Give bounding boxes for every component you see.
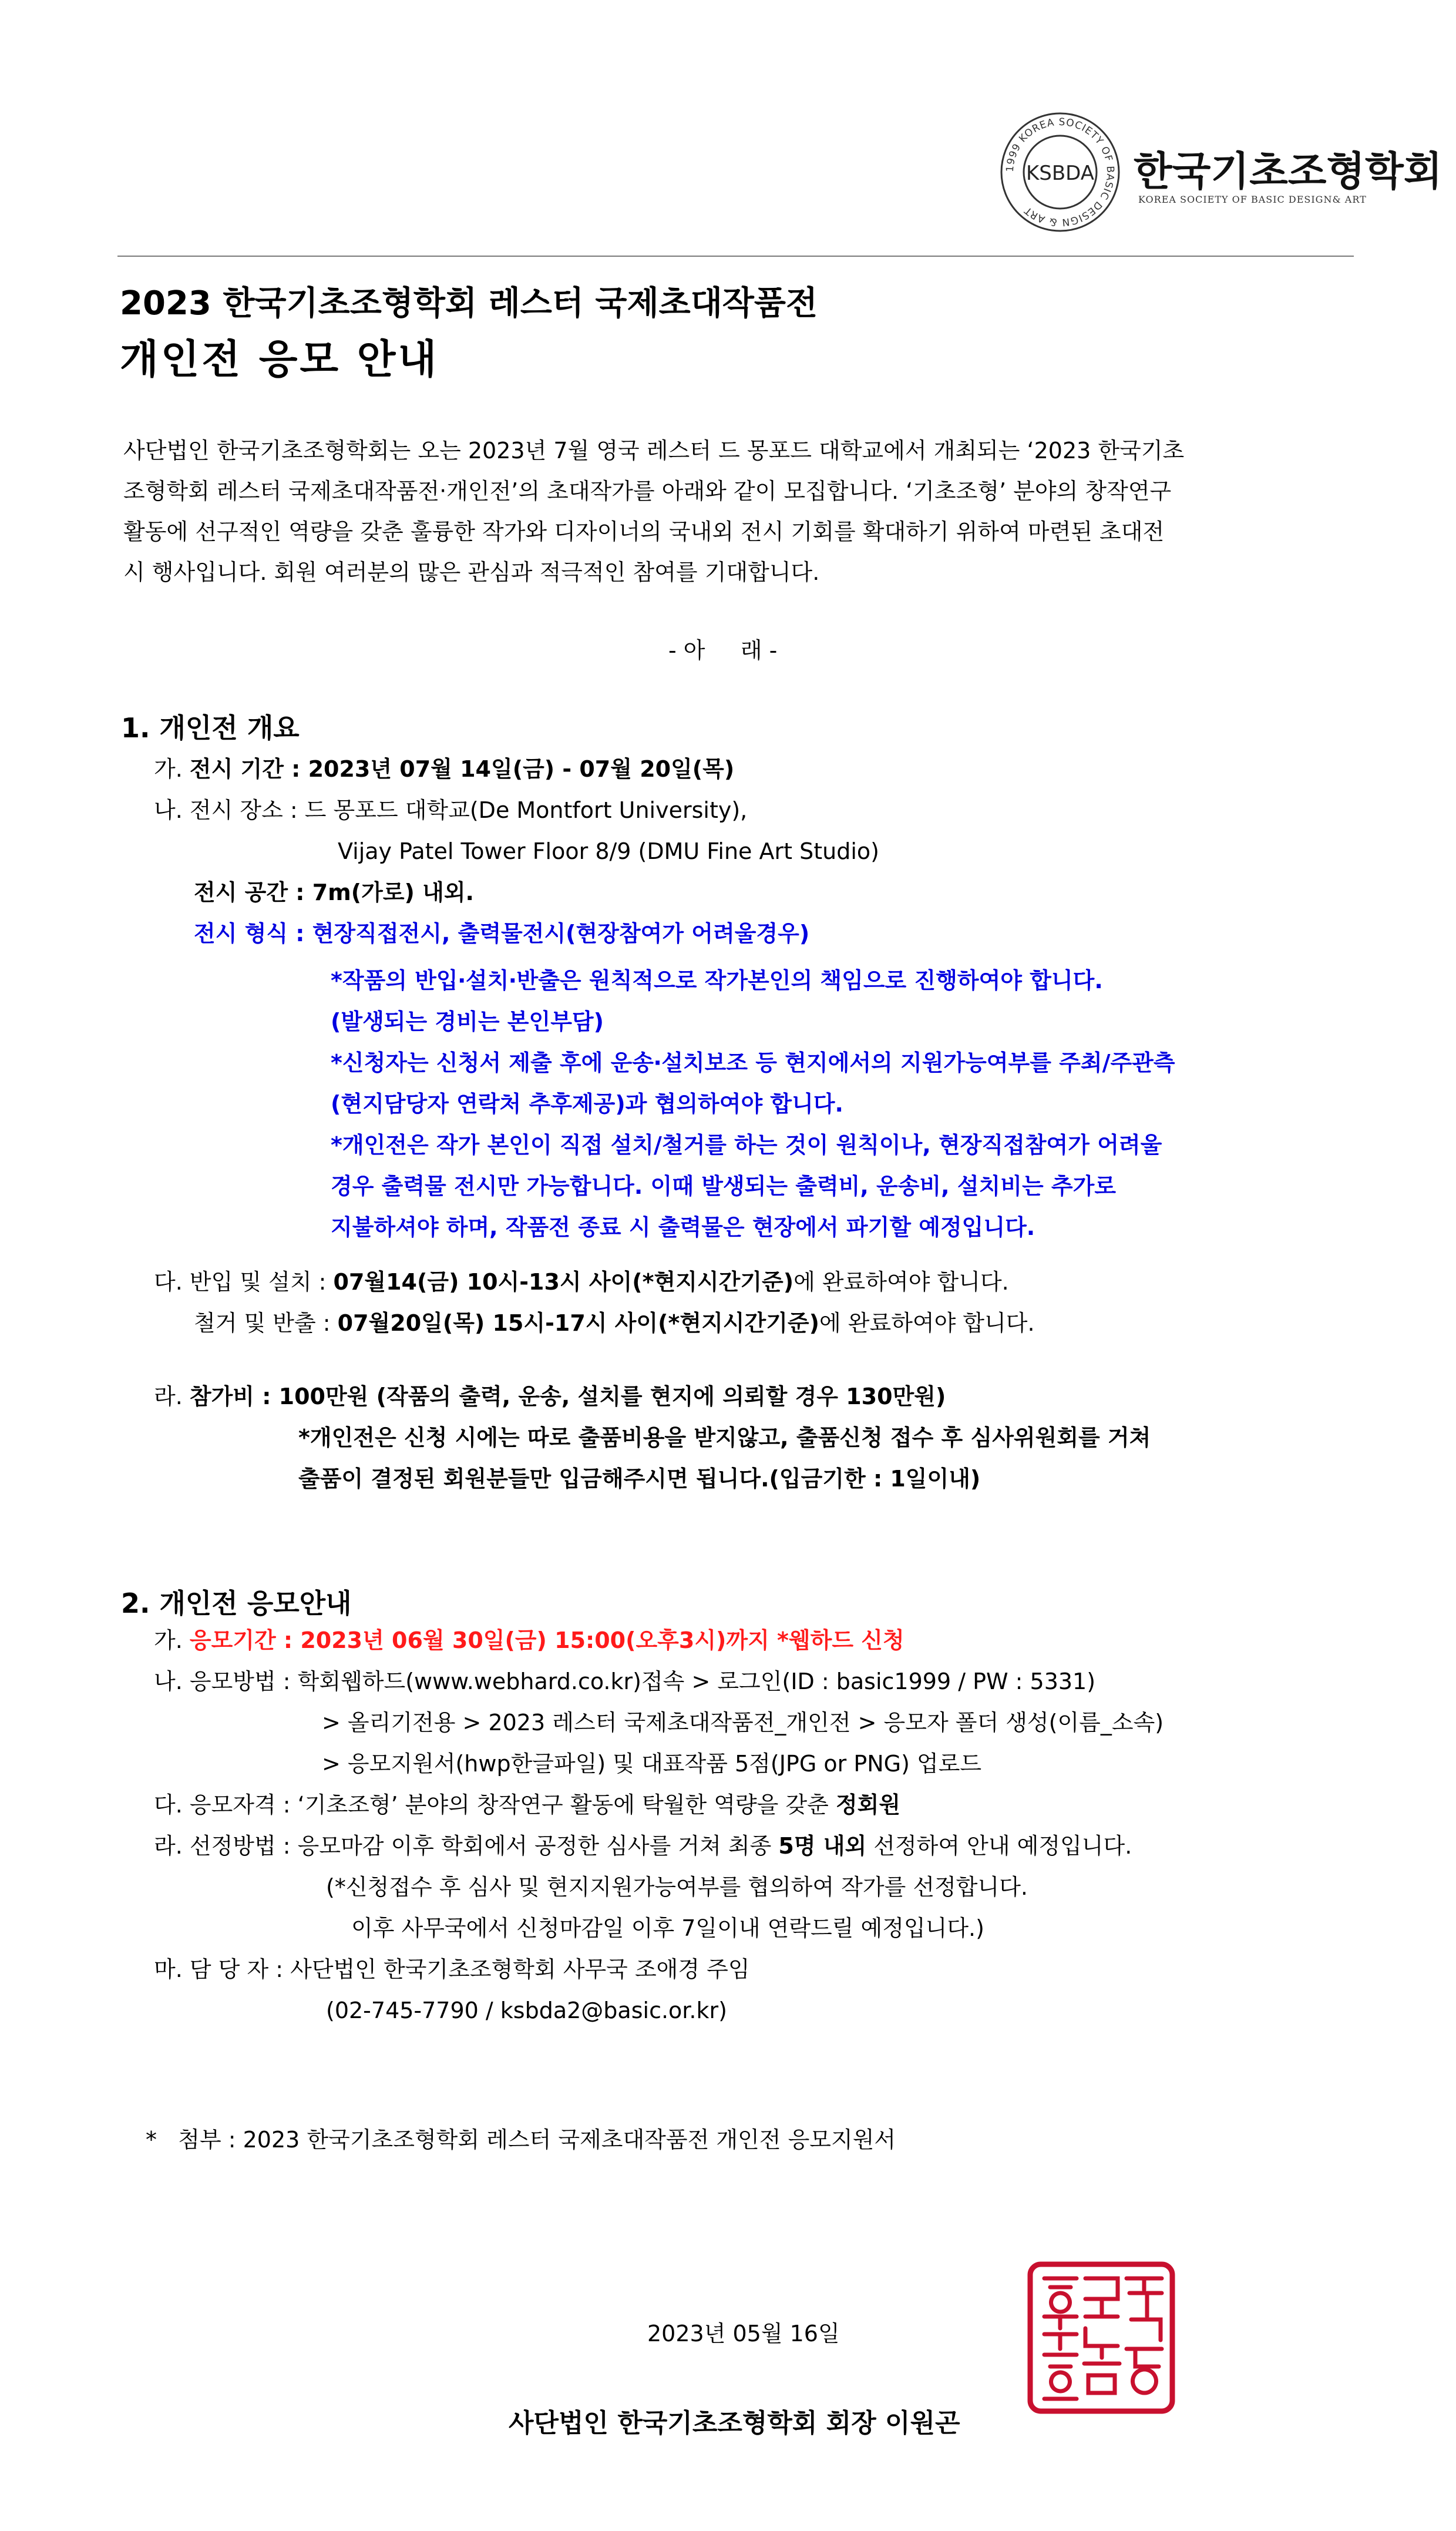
s1-da2-rest: 에 완료하여야 합니다.: [819, 1310, 1035, 1336]
signature: 사단법인 한국기초조형학회 회장 이원곤: [509, 2408, 960, 2438]
s1-note: *작품의 반입‧설치‧반출은 원칙적으로 작가본인의 책임으로 진행하여야 합니다.: [331, 968, 1103, 993]
s1-ga-text: 전시 기간 : 2023년 07월 14일(금) - 07월 20일(목): [189, 756, 735, 782]
intro-line: 사단법인 한국기초조형학회는 오는 2023년 7월 영국 레스터 드 몽포드 대학교에서 개최되는 ‘2023 한국기초: [123, 438, 1185, 464]
s2-method: 나. 응모방법 : 학회웹하드(www.webhard.co.kr)접속 > 로그인(ID : basic1999 / PW : 5331): [154, 1669, 1096, 1694]
s2-ra-rest: 선정하여 안내 예정입니다.: [866, 1833, 1132, 1859]
s1-note: 경우 출력물 전시만 가능합니다. 이때 발생되는 출력비, 운송비, 설치비는 추가로: [331, 1173, 1117, 1199]
s1-ra-text: 참가비 : 100만원 (작품의 출력, 운송, 설치를 현지에 의뢰할 경우 130만원): [189, 1384, 946, 1409]
s2-selection-line2: (*신청접수 후 심사 및 현지지원가능여부를 협의하여 작가를 선정합니다.: [326, 1874, 1028, 1900]
s1-fee-note1: *개인전은 신청 시에는 따로 출품비용을 받지않고, 출품신청 접수 후 심사위원회를 거쳐: [298, 1425, 1151, 1451]
official-stamp: [1027, 2261, 1176, 2415]
s1-removal: [194, 1310, 1035, 1337]
header-rule: [117, 256, 1354, 257]
s1-fee: [154, 1384, 946, 1411]
s1-install: [154, 1269, 1009, 1296]
seal-text: KSBDA: [1025, 162, 1095, 185]
attachment-note: * 첨부 : 2023 한국기초조형학회 레스터 국제초대작품전 개인전 응모지원서: [146, 2127, 896, 2153]
society-seal: [998, 110, 1122, 234]
s2-da-bold: 정회원: [835, 1792, 901, 1818]
s1-fee-note2: 출품이 결정된 회원분들만 입금해주시면 됩니다.(입금기한 : 1일이내): [298, 1466, 981, 1492]
s1-note: *신청자는 신청서 제출 후에 운송‧설치보조 등 현지에서의 지원가능여부를 주최/주관측: [331, 1050, 1175, 1076]
s1-da-rest: 에 완료하여야 합니다.: [793, 1269, 1009, 1295]
section1-heading: 1. 개인전 개요: [121, 712, 300, 744]
title-line1: 2023 한국기초조형학회 레스터 국제초대작품전: [120, 284, 818, 323]
s1-note: 지불하셔야 하며, 작품전 종료 시 출력물은 현장에서 파기할 예정입니다.: [331, 1214, 1035, 1240]
intro-line: 조형학회 레스터 국제초대작품전‧개인전’의 초대작가를 아래와 같이 모집합니다. ‘기초조형’ 분야의 창작연구: [123, 478, 1172, 504]
intro-paragraph: [123, 431, 1184, 593]
s1-da2-label: 철거 및 반출 :: [194, 1310, 338, 1336]
s1-venue-line2: Vijay Patel Tower Floor 8/9 (DMU Fine Art Studio): [338, 838, 879, 864]
logo-korean: 한국기초조형학회: [1134, 148, 1442, 195]
s2-ga-label: 가.: [154, 1627, 190, 1653]
page-title: 개인전 응모 안내: [120, 337, 439, 383]
s2-ra-bold: 5명 내외: [778, 1833, 867, 1859]
s2-ga-text: 응모기간 : 2023년 06월 30일(금) 15:00(오후3시)까지 *웹하드 신청: [189, 1627, 904, 1653]
s2-period: [154, 1627, 904, 1654]
s2-method-line2: > 올리기전용 > 2023 레스터 국제초대작품전_개인전 > 응모자 폴더 생성(이름_소속): [322, 1710, 1164, 1736]
s1-period: [154, 756, 734, 783]
s1-note: (발생되는 경비는 본인부담): [331, 1009, 604, 1035]
s1-notes: [331, 960, 1175, 1248]
s2-selection-line3: 이후 사무국에서 신청마감일 이후 7일이내 연락드릴 예정입니다.): [351, 1915, 984, 1941]
s2-contact: 마. 담 당 자 : 사단법인 한국기초조형학회 사무국 조애경 주임: [154, 1956, 750, 1982]
s1-format: 전시 형식 : 현장직접전시, 출력물전시(현장참여가 어려울경우): [194, 921, 810, 946]
s1-da-bold: 07월14(금) 10시-13시 사이(*현지시간기준): [333, 1269, 794, 1295]
s2-eligibility: [154, 1792, 900, 1819]
s1-venue: 나. 전시 장소 : 드 몽포드 대학교(De Montfort University),: [154, 797, 748, 823]
section2-heading: 2. 개인전 응모안내: [121, 1587, 352, 1619]
s1-note: *개인전은 작가 본인이 직접 설치/철거를 하는 것이 원칙이나, 현장직접참여가 어려울: [331, 1132, 1162, 1158]
s1-da-label: 다. 반입 및 설치 :: [154, 1269, 334, 1295]
s2-method-line3: > 응모지원서(hwp한글파일) 및 대표작품 5점(JPG or PNG) 업로드: [322, 1751, 982, 1777]
s2-contact-line2: (02-745-7790 / ksbda2@basic.or.kr): [326, 1998, 727, 2023]
issue-date: 2023년 05월 16일: [647, 2321, 840, 2347]
logo-english: KOREA SOCIETY OF BASIC DESIGN& ART: [1138, 194, 1367, 205]
s1-space: 전시 공간 : 7m(가로) 내외.: [194, 880, 474, 905]
s1-ra-label: 라.: [154, 1384, 190, 1409]
s1-ga-label: 가.: [154, 756, 190, 782]
s2-ra-text: 라. 선정방법 : 응모마감 이후 학회에서 공정한 심사를 거쳐 최종: [154, 1833, 779, 1859]
s2-selection: [154, 1833, 1132, 1860]
s1-da2-bold: 07월20일(목) 15시-17시 사이(*현지시간기준): [337, 1310, 819, 1336]
separator: - 아 래 -: [668, 637, 778, 663]
seal-ring-text: 1999 KOREA SOCIETY OF BASIC DESIGN & ART: [1004, 116, 1117, 229]
s1-note: (현지담당자 연락처 추후제공)과 협의하여야 합니다.: [331, 1091, 843, 1117]
s2-da-text: 다. 응모자격 : ‘기초조형’ 분야의 창작연구 활동에 탁월한 역량을 갖춘: [154, 1792, 836, 1818]
intro-line: 시 행사입니다. 회원 여러분의 많은 관심과 적극적인 참여를 기대합니다.: [123, 559, 820, 585]
intro-line: 활동에 선구적인 역량을 갖춘 훌륭한 작가와 디자이너의 국내외 전시 기회를 확대하기 위하여 마련된 초대전: [123, 519, 1165, 545]
